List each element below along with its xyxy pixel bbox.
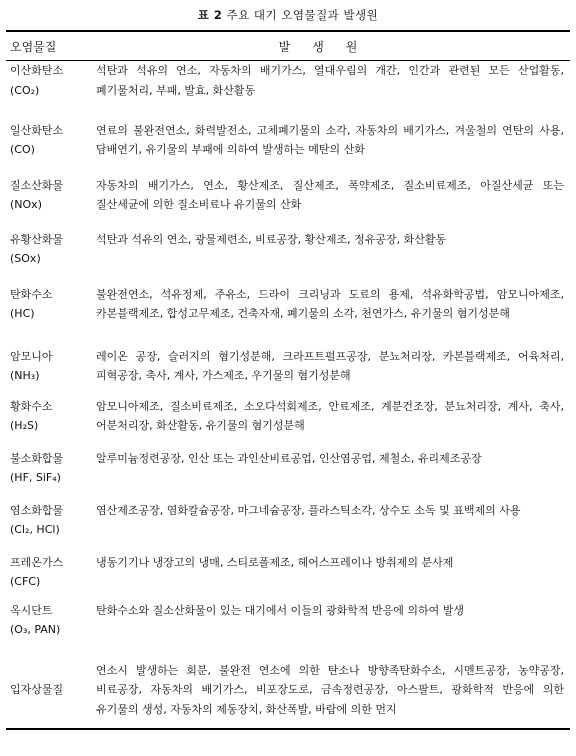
pollutant-name: 일산화탄소 [10,123,64,137]
pollutant-name: 암모니아 [10,349,53,363]
source-cell: 불완전연소, 석유정제, 주유소, 드라이 크리닝과 도료의 용제, 석유화학공법, 암모니아제조, 카본블랙제조, 합성고무제조, 건축자재, 폐기물의 소각, 천연가스, 유기물의 혐기성분해 [96,287,564,320]
table-number: 표 2 [197,8,223,22]
table-row [6,230,570,285]
pollutant-name: 질소산화물 [10,178,64,192]
source-cell: 탄화수소와 질소산화물이 있는 대기에서 이들의 광화학적 반응에 의하여 발생 [96,603,465,617]
table-row [6,449,570,501]
pollutant-cell [6,397,88,449]
pollutant-cell [6,653,88,729]
pollutant-formula: (NH₃) [10,369,40,382]
pollutant-name: 탄화수소 [10,287,53,301]
pollutant-cell [6,347,88,397]
table-row [6,176,570,230]
source-cell: 석탄과 석유의 연소, 자동차의 배기가스, 열대우림의 개간, 인간과 관련된 모든 산업활동, 폐기물처리, 부패, 발효, 화산활동 [96,64,564,97]
source-cell: 레이온 공장, 슬러지의 혐기성분해, 크라프트펄프공장, 분뇨처리장, 카본블랙제조, 어육처리, 피혁공장, 축사, 계사, 가스제조, 우기물의 혐기성분해 [96,349,564,382]
pollutant-formula: (H₂S) [10,419,39,432]
source-cell: 석탄과 석유의 연소, 광물제련소, 비료공장, 황산제조, 정유공장, 화산활동 [96,232,447,246]
table-row [6,501,570,553]
table-row [6,61,570,121]
table-row [6,653,570,729]
pollutant-formula: (CFC) [10,575,41,588]
table-caption [0,7,576,23]
pollutant-cell [6,601,88,653]
pollutant-cell [6,121,88,176]
pollutant-formula: (SOx) [10,252,41,265]
table-row [6,553,570,601]
pollutant-name: 황화수소 [10,399,53,413]
pollutant-name: 유황산화물 [10,232,64,246]
pollutant-formula: (Cl₂, HCl) [10,523,60,536]
pollutant-formula: (CO) [10,143,35,156]
pollutant-cell [6,449,88,501]
pollutant-name: 불소화합물 [10,451,64,465]
source-cell: 연소시 발생하는 회분, 불완전 연소에 의한 탄소나 방향족탄화수소, 시멘트공장, 농약공장, 비료공장, 자동차의 배기가스, 비포장도로, 금속정련공장, 아스팔트, 광화학적 반응에 의한 유기물의 생성, 자동차의 제동장치, 화산폭발, 바람에 의한 먼지 [96,663,564,716]
header-source: 발생원 [88,31,570,61]
pollutant-cell [6,61,88,121]
pollutant-name: 옥시단트 [10,603,53,617]
pollutant-formula: (O₃, PAN) [10,623,61,636]
table-row [6,397,570,449]
pollutant-name: 이산화탄소 [10,64,64,77]
source-cell: 자동차의 배기가스, 연소, 황산제조, 질산제조, 폭약제조, 질소비료제조, 아질산세균 또는 질산세균에 의한 질소비료나 유기물의 산화 [96,178,564,211]
source-cell: 냉동기기나 냉장고의 냉매, 스티로폴제조, 헤어스프레이나 방취제의 분사제 [96,555,454,569]
pollutant-name: 입자상물질 [10,683,64,697]
source-cell: 연료의 불완전연소, 화력발전소, 고체폐기물의 소각, 자동차의 배기가스, 겨울철의 연탄의 사용, 담배연기, 유기물의 부패에 의하여 발생하는 메탄의 산화 [96,123,564,156]
source-cell: 염산제조공장, 염화칼슘공장, 마그네슘공장, 플라스틱소각, 상수도 소독 및 표백제의 사용 [96,503,521,517]
pollutant-cell [6,176,88,230]
pollutant-name: 염소화합물 [10,503,64,517]
source-cell: 알루미늄정련공장, 인산 또는 과인산비료공업, 인산염공업, 제철소, 유리제조공장 [96,451,482,465]
pollutant-name: 프레온가스 [10,555,64,569]
header-pollutant: 오염물질 [6,31,88,61]
pollutant-cell [6,230,88,285]
pollutant-source-table [6,30,570,730]
table-row [6,347,570,397]
source-cell: 암모니아제조, 질소비료제조, 소오다석회제조, 안료제조, 계분건조장, 분뇨처리장, 계사, 축사, 어분처리장, 화산활동, 유기물의 혐기성분해 [96,399,564,432]
pollutant-cell [6,501,88,553]
pollutant-formula: (NOx) [10,198,42,211]
pollutant-cell [6,553,88,601]
table-row [6,121,570,176]
pollutant-cell [6,285,88,347]
table-row [6,601,570,653]
table-title: 주요 대기 오염물질과 발생원 [226,8,379,22]
pollutant-formula: (HC) [10,307,35,320]
pollutant-formula: (HF, SiF₄) [10,471,61,484]
table-row [6,285,570,347]
pollutant-formula: (CO₂) [10,83,40,97]
header-row [6,31,570,61]
